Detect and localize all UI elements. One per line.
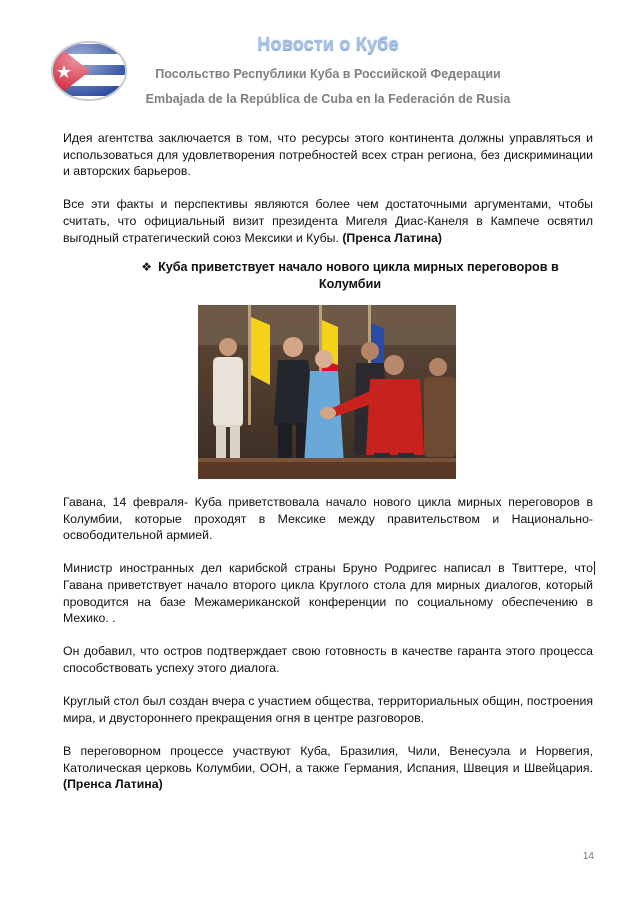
paragraph-text: Гавана, 14 февраля- Куба приветствовала начало нового цикла мирных переговоров в Колумбии, которые проходят в Мексике между правительством и Национально-освободительной армией. (63, 495, 593, 543)
paragraph (63, 743, 593, 793)
paragraph-text: Министр иностранных дел карибской страны Бруно Родригес написал в Твиттере, что Гавана приветствует начало второго цикла Круглого стола для мирных диалогов, который проводится на базе Межамериканской конференции по социальному обеспечению в Мехико. . (63, 561, 593, 626)
paragraph (63, 560, 593, 626)
page-number: 14 (582, 851, 594, 862)
diamond-bullet-icon: ❖ (141, 260, 153, 274)
embassy-name-es: Embajada de la República de Cuba en la Federación de Rusia (145, 92, 511, 106)
paragraph (63, 693, 593, 726)
newsletter-title: Новости о Кубе (257, 34, 399, 54)
paragraph (63, 494, 593, 544)
cuba-flag-logo (50, 40, 128, 102)
top-text-block (63, 130, 593, 246)
source-credit: (Пренса Латина) (342, 230, 443, 245)
paragraph (63, 643, 593, 676)
paragraph-text: Идея агентства заключается в том, что ресурсы этого континента должны управляться и использоваться для удовлетворения потребностей всех стран региона, без дискриминации и авторских барьеров. (63, 131, 593, 179)
negotiation-handshake-photo (198, 305, 456, 479)
paragraph-text: Все эти факты и перспективы являются более чем достаточными аргументами, чтобы считать, что официальный визит президента Мигеля Диас-Канеля в Кампече освятил выгодный стратегический союз Мексики и Кубы. (63, 197, 593, 245)
source-credit: (Пренса Латина) (63, 777, 163, 792)
article-heading (130, 259, 570, 293)
article-heading-text: Куба приветствует начало нового цикла мирных переговоров в Колумбии (158, 260, 559, 291)
paragraph (63, 130, 593, 180)
paragraph-text: Круглый стол был создан вчера с участием общества, территориальных общин, построения мира, и двустороннего прекращения огня в центре разговоров. (63, 694, 593, 725)
paragraph (63, 196, 593, 246)
paragraph-text: Он добавил, что остров подтверждает свою готовность в качестве гаранта этого процесса способствовать успеху этого диалога. (63, 644, 593, 675)
paragraph-text: В переговорном процессе участвуют Куба, Бразилия, Чили, Венесуэла и Норвегия, Католическая церковь Колумбии, ООН, а также Германия, Испания, Швеция и Швейцария. (63, 743, 593, 775)
text-cursor (594, 561, 595, 575)
embassy-name-ru: Посольство Республики Куба в Российской Федерации (155, 67, 501, 81)
article-body (63, 494, 593, 793)
